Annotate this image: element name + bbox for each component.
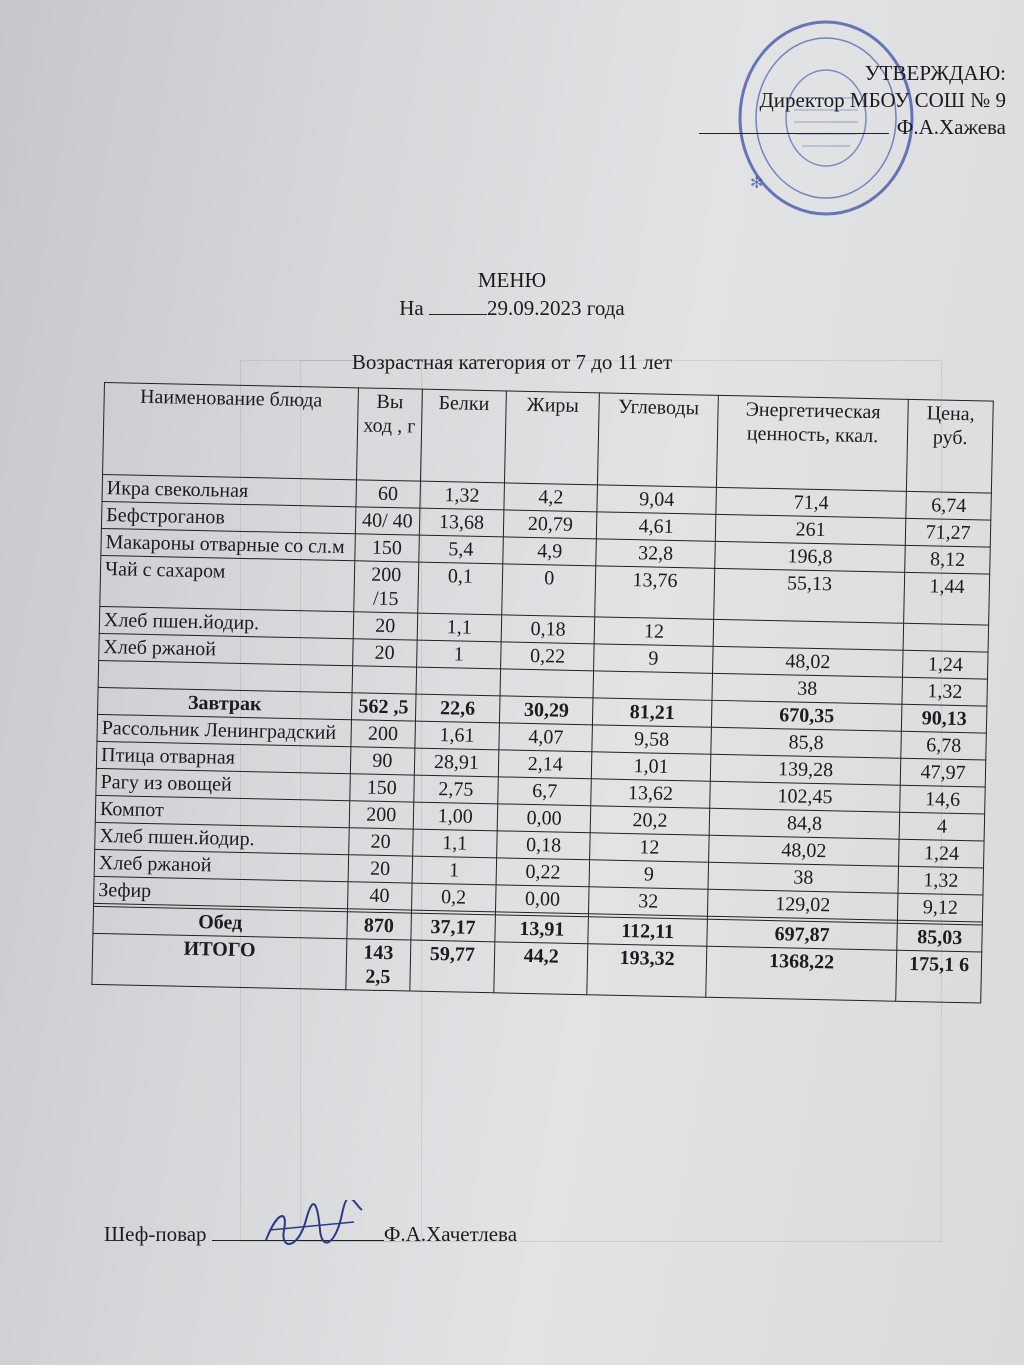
value-cell: 0,22 <box>496 858 590 887</box>
value-cell: 71,4 <box>716 487 907 518</box>
dish-name-cell: Зефир <box>94 876 349 908</box>
value-cell: 9,12 <box>898 893 983 922</box>
director-name: Ф.А.Хажева <box>896 115 1006 139</box>
value-cell: 200 /15 <box>354 561 419 613</box>
value-cell: 13,91 <box>495 915 589 944</box>
dish-name-cell: Обед <box>93 906 348 938</box>
value-cell: 562 ,5 <box>351 693 415 721</box>
column-header: Углеводы <box>598 393 718 487</box>
value-cell: 1,32 <box>419 481 504 510</box>
value-cell: 60 <box>356 480 420 508</box>
date-blank-line <box>429 314 487 315</box>
value-cell: 20 <box>353 639 417 667</box>
value-cell <box>416 667 501 696</box>
value-cell: 9 <box>594 644 713 673</box>
value-cell: 196,8 <box>715 541 906 572</box>
value-cell: 12 <box>590 833 709 862</box>
value-cell <box>352 666 416 694</box>
value-cell: 1,32 <box>902 677 987 706</box>
dish-name-cell: Хлеб ржаной <box>94 849 349 881</box>
value-cell: 32 <box>589 887 708 916</box>
dish-name-cell: Завтрак <box>98 687 353 719</box>
value-cell: 670,35 <box>711 700 902 731</box>
value-cell: 0,1 <box>417 562 503 615</box>
value-cell: 90 <box>350 747 414 775</box>
dish-name-cell: Хлеб пшен.йодир. <box>95 822 350 854</box>
value-cell: 9,58 <box>592 725 711 754</box>
value-cell: 48,02 <box>712 646 903 677</box>
value-cell: 261 <box>715 514 906 545</box>
value-cell: 90,13 <box>902 704 987 733</box>
chef-label: Шеф-повар <box>104 1222 207 1246</box>
dish-name-cell: Компот <box>95 795 350 827</box>
value-cell: 59,77 <box>409 940 495 993</box>
value-cell: 13,76 <box>595 566 715 619</box>
column-header: Вы ход , г <box>357 388 422 481</box>
value-cell: 0,18 <box>501 615 595 644</box>
value-cell: 1,24 <box>899 839 984 868</box>
column-header: Энергетическая ценность, ккал. <box>716 395 908 491</box>
value-cell: 1,01 <box>592 752 711 781</box>
dish-name-cell: Рагу из овощей <box>96 768 351 800</box>
value-cell: 1,1 <box>412 829 497 858</box>
value-cell: 32,8 <box>596 539 715 568</box>
value-cell <box>593 671 712 700</box>
value-cell: 6,78 <box>901 731 986 760</box>
signature-line <box>699 133 889 134</box>
value-cell: 85,8 <box>711 727 902 758</box>
approval-block <box>699 60 1006 141</box>
value-cell: 14,6 <box>900 785 985 814</box>
column-header: Цена, руб. <box>907 399 994 493</box>
value-cell: 193,32 <box>587 944 707 997</box>
value-cell: 0,18 <box>497 831 591 860</box>
value-cell: 20,79 <box>503 510 597 539</box>
value-cell: 1,44 <box>904 572 990 625</box>
value-cell: 40/ 40 <box>355 507 419 535</box>
value-cell: 1368,22 <box>706 946 898 1001</box>
value-cell: 0,00 <box>496 885 590 914</box>
value-cell: 13,62 <box>591 779 710 808</box>
value-cell: 143 2,5 <box>346 939 411 991</box>
value-cell: 4,07 <box>499 723 593 752</box>
dish-name-cell: Хлеб пшен.йодир. <box>99 606 354 638</box>
svg-text:✻: ✻ <box>750 175 764 192</box>
dish-name-cell: ИТОГО <box>92 933 347 989</box>
value-cell: 1 <box>412 856 497 885</box>
value-cell: 47,97 <box>901 758 986 787</box>
approval-signatory <box>699 114 1006 141</box>
approval-title: УТВЕРЖДАЮ: <box>864 61 1006 85</box>
value-cell: 129,02 <box>707 889 898 920</box>
value-cell: 9,04 <box>597 485 716 514</box>
dish-name-cell: Хлеб ржаной <box>99 633 354 665</box>
value-cell: 44,2 <box>494 942 588 995</box>
value-cell: 55,13 <box>713 568 905 623</box>
age-category: Возрастная категория от 7 до 11 лет <box>351 350 673 374</box>
value-cell: 150 <box>350 774 414 802</box>
value-cell: 102,45 <box>710 781 901 812</box>
value-cell: 4,61 <box>597 512 716 541</box>
value-cell: 4 <box>899 812 984 841</box>
value-cell: 71,27 <box>906 518 991 547</box>
value-cell: 4,9 <box>503 537 597 566</box>
value-cell: 1,1 <box>417 613 502 642</box>
value-cell: 0,2 <box>411 883 496 912</box>
dish-name-cell: Бефстроганов <box>101 501 356 533</box>
value-cell: 20 <box>353 612 417 640</box>
value-cell: 1,24 <box>903 650 988 679</box>
value-cell: 20,2 <box>590 806 709 835</box>
value-cell: 1,00 <box>413 802 498 831</box>
menu-title: МЕНЮ <box>477 268 547 292</box>
value-cell: 6,7 <box>498 777 592 806</box>
value-cell <box>500 669 594 698</box>
table-body <box>92 474 991 1003</box>
value-cell: 40 <box>348 882 412 910</box>
value-cell: 37,17 <box>410 913 495 942</box>
value-cell: 85,03 <box>897 923 982 952</box>
value-cell: 697,87 <box>707 919 898 950</box>
value-cell: 175,1 6 <box>896 950 982 1003</box>
value-cell: 48,02 <box>708 835 899 866</box>
value-cell: 38 <box>708 862 899 893</box>
value-cell: 30,29 <box>500 696 594 725</box>
value-cell: 2,75 <box>413 775 498 804</box>
approval-position: Директор МБОУ СОШ № 9 <box>759 88 1006 112</box>
value-cell: 9 <box>589 860 708 889</box>
value-cell: 0,22 <box>501 642 595 671</box>
handwritten-signature <box>258 1200 368 1260</box>
value-cell: 2,14 <box>498 750 592 779</box>
value-cell: 5,4 <box>418 535 503 564</box>
value-cell: 112,11 <box>588 917 707 946</box>
value-cell: 84,8 <box>709 808 900 839</box>
value-cell: 13,68 <box>419 508 504 537</box>
column-header: Наименование блюда <box>103 383 359 480</box>
value-cell: 28,91 <box>414 748 499 777</box>
value-cell: 8,12 <box>905 545 990 574</box>
value-cell <box>903 623 988 652</box>
dish-name-cell: Икра свекольная <box>102 474 357 506</box>
value-cell: 20 <box>349 828 413 856</box>
value-cell: 139,28 <box>710 754 901 785</box>
menu-table <box>91 382 993 1004</box>
chef-name: Ф.А.Хачетлева <box>383 1222 518 1246</box>
dish-name-cell: Птица отварная <box>96 741 351 773</box>
dish-name-cell: Чай с сахаром <box>100 555 355 611</box>
value-cell: 38 <box>712 673 903 704</box>
value-cell: 200 <box>349 801 413 829</box>
value-cell: 12 <box>594 617 713 646</box>
value-cell: 1,32 <box>898 866 983 895</box>
value-cell: 22,6 <box>415 694 500 723</box>
value-cell <box>713 619 904 650</box>
column-header: Жиры <box>505 391 600 485</box>
value-cell: 0 <box>502 564 596 617</box>
value-cell: 6,74 <box>906 491 991 520</box>
dish-name-cell: Рассольник Ленинградский <box>97 714 352 746</box>
value-cell: 1,61 <box>414 721 499 750</box>
dish-name-cell: Макароны отварные со сл.м <box>101 528 356 560</box>
column-header: Белки <box>420 389 507 483</box>
date-prefix: На <box>399 296 424 320</box>
value-cell: 150 <box>355 534 419 562</box>
date-value: 29.09.2023 года <box>487 296 625 320</box>
value-cell: 1 <box>416 640 501 669</box>
value-cell: 200 <box>351 720 415 748</box>
value-cell: 20 <box>348 855 412 883</box>
value-cell: 4,2 <box>504 483 598 512</box>
value-cell: 0,00 <box>497 804 591 833</box>
value-cell: 81,21 <box>593 698 712 727</box>
value-cell: 870 <box>347 912 411 940</box>
menu-date <box>0 296 1024 321</box>
